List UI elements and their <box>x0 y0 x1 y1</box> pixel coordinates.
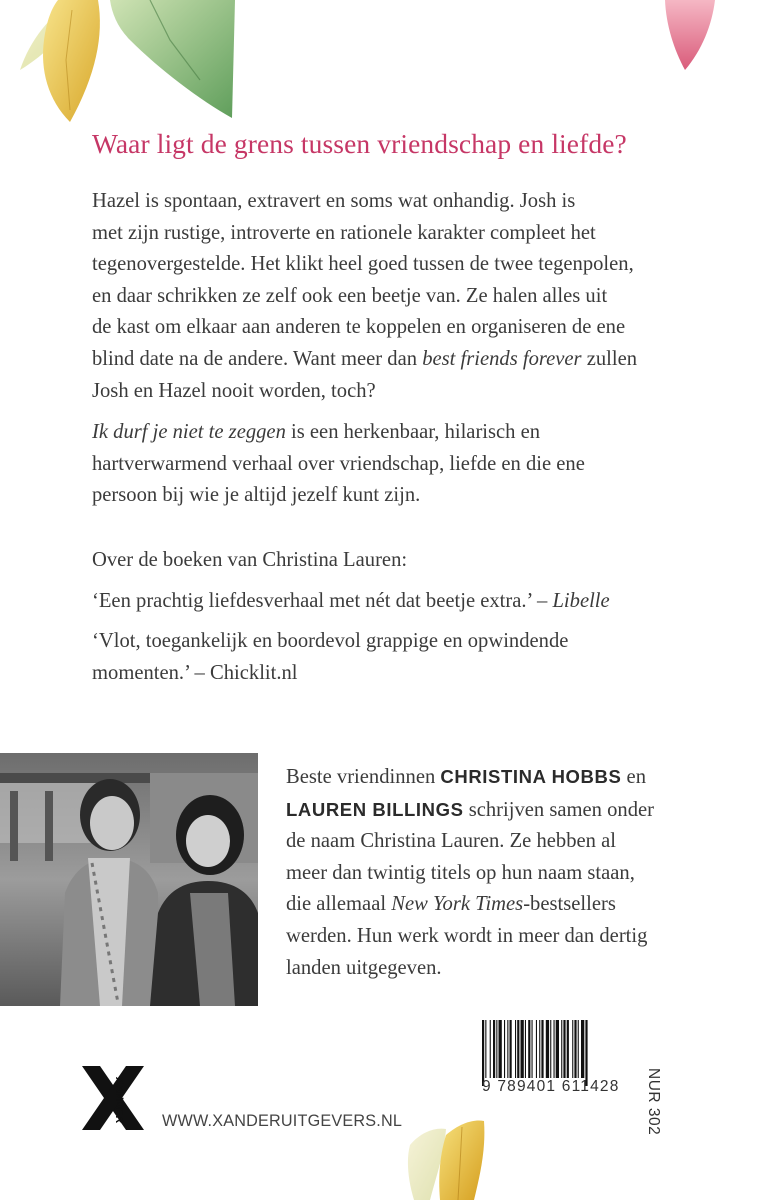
barcode-bar <box>567 1020 569 1078</box>
barcode-bar <box>510 1020 512 1078</box>
barcode-bar <box>507 1020 508 1078</box>
blurb-line: Josh en Hazel nooit worden, toch? <box>92 379 376 402</box>
review-source: Libelle <box>552 589 610 612</box>
barcode-bar <box>585 1020 587 1086</box>
bio-line: meer dan twintig titels op hun naam staan, <box>286 861 635 884</box>
isbn-number: 9 789401 611428 <box>482 1078 620 1095</box>
barcode-bar <box>521 1020 524 1078</box>
publisher-url[interactable]: WWW.XANDERUITGEVERS.NL <box>162 1112 403 1130</box>
blurb-line: Hazel is spontaan, extravert en soms wat onhandig. Josh is <box>92 190 576 212</box>
barcode-bar <box>504 1020 505 1078</box>
blurb-line: Ik durf je niet te zeggen is een herkenbaar, hilarisch en <box>92 421 541 444</box>
bio-line: de naam Christina Lauren. Ze hebben al <box>286 830 616 853</box>
barcode-bar <box>517 1020 519 1078</box>
author-name: LAUREN BILLINGS <box>286 798 464 820</box>
review-quote-2: ‘Vlot, toegankelijk en boordevol grappige en opwindende <box>92 630 569 653</box>
review-quote-2: momenten.’ – Chicklit.nl <box>92 661 298 684</box>
author-name: CHRISTINA HOBBS <box>440 766 622 787</box>
italic-phrase: best friends forever <box>422 347 582 370</box>
book-title: Ik durf je niet te zeggen <box>92 421 286 444</box>
reviews-intro: Over de boeken van Christina Lauren: <box>92 549 408 571</box>
blurb-line: tegenovergestelde. Het klikt heel goed tussen de twee tegenpolen, <box>92 253 634 276</box>
svg-text:XANDER: XANDER <box>113 1076 125 1124</box>
barcode-bar <box>515 1020 516 1078</box>
blurb-line: hartverwarmend verhaal over vriendschap, liefde en die ene <box>92 452 585 475</box>
barcode-bar <box>572 1020 573 1078</box>
nur-code: NUR 302 <box>645 1068 662 1136</box>
barcode-bar <box>546 1020 549 1078</box>
italic-phrase: New York Times <box>391 893 524 916</box>
bio-line: die allemaal New York Times-bestsellers <box>286 893 616 916</box>
barcode-bar <box>574 1020 576 1078</box>
barcode-bar <box>493 1020 495 1078</box>
author-photo <box>0 753 258 1006</box>
headline: Waar ligt de grens tussen vriendschap en liefde? <box>92 128 627 159</box>
blurb-line: met zijn rustige, introverte en rationele karakter compleet het <box>92 221 596 244</box>
leaf-decoration-bottom <box>400 1115 510 1200</box>
barcode-bar <box>536 1020 537 1078</box>
barcode-bar <box>528 1020 530 1078</box>
barcode-bar <box>563 1020 565 1078</box>
review-quote-1: ‘Een prachtig liefdesverhaal met nét dat beetje extra.’ – Libelle <box>92 589 610 612</box>
author-bio <box>286 761 726 984</box>
xander-logo <box>78 1060 148 1136</box>
blurb-line: en daar schrikken ze zelf ook een beetje van. Ze halen alles uit <box>92 284 608 307</box>
barcode-bar <box>499 1020 502 1078</box>
blurb-line: persoon bij wie je altijd jezelf kunt zijn. <box>92 484 421 507</box>
leaf-decoration-top-left <box>0 0 250 130</box>
barcode-bar <box>532 1020 533 1078</box>
barcode-bar <box>550 1020 551 1078</box>
blurb <box>92 186 732 512</box>
barcode-bar <box>541 1020 543 1078</box>
bio-line: werden. Hun werk wordt in meer dan dertig <box>286 924 648 947</box>
barcode-bar <box>561 1020 562 1078</box>
bio-line: LAUREN BILLINGS schrijven samen onder <box>286 798 654 821</box>
bio-line: landen uitgegeven. <box>286 956 442 979</box>
barcode-bar <box>556 1020 559 1078</box>
barcode-bar <box>485 1020 486 1078</box>
blurb-paragraph-2 <box>92 417 732 512</box>
blurb-line: blind date na de andere. Want meer dan best friends forever zullen <box>92 347 638 370</box>
barcode-bar <box>490 1020 491 1078</box>
barcode-bar <box>496 1020 497 1078</box>
barcode-bar <box>539 1020 540 1078</box>
blurb-paragraph-1 <box>92 186 732 407</box>
blurb-line: de kast om elkaar aan anderen te koppelen en organiseren de ene <box>92 316 626 339</box>
barcode-bar <box>581 1020 584 1078</box>
leaf-decoration-top-right <box>660 0 720 75</box>
barcode-bar <box>554 1020 555 1078</box>
bio-line: Beste vriendinnen CHRISTINA HOBBS en <box>286 766 646 788</box>
barcode-bar <box>525 1020 526 1078</box>
barcode-bar <box>482 1020 484 1086</box>
barcode-bar <box>578 1020 579 1078</box>
reviews <box>92 545 732 689</box>
